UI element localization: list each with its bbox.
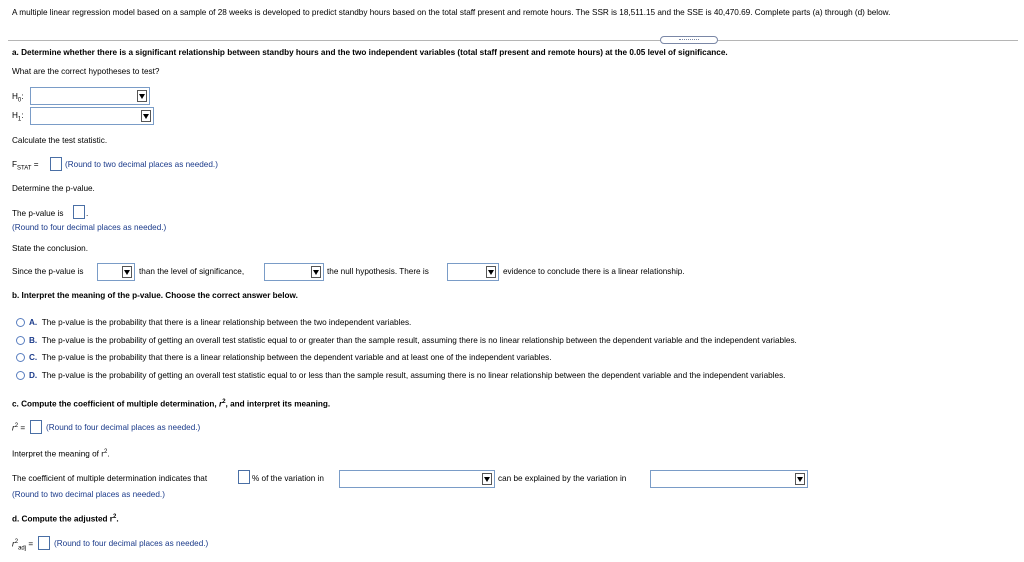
option-d-radio[interactable] bbox=[16, 371, 25, 380]
part-c-heading: c. Compute the coefficient of multiple determination, $r^2$, and interpret its meaning. bbox=[12, 399, 331, 409]
null-text: the null hypothesis. There is bbox=[327, 267, 429, 276]
interpret-prompt: Interpret the meaning of $r^2$. bbox=[12, 449, 110, 459]
chevron-down-icon bbox=[482, 473, 492, 485]
chevron-down-icon bbox=[795, 473, 805, 485]
chevron-down-icon bbox=[137, 90, 147, 102]
option-b-radio[interactable] bbox=[16, 336, 25, 345]
chevron-down-icon bbox=[311, 266, 321, 278]
expand-toggle[interactable] bbox=[660, 36, 718, 44]
fstat-hint: (Round to two decimal places as needed.) bbox=[65, 160, 218, 169]
reject-dropdown[interactable] bbox=[264, 263, 324, 281]
h1-dropdown[interactable] bbox=[30, 107, 154, 125]
r2-input[interactable] bbox=[30, 420, 42, 434]
chevron-down-icon bbox=[486, 266, 496, 278]
pvalue-prompt: Determine the p-value. bbox=[12, 184, 95, 193]
option-a-radio[interactable] bbox=[16, 318, 25, 327]
part-b-heading: b. Interpret the meaning of the p-value. Choose the correct answer below. bbox=[12, 291, 298, 300]
pct-text: % of the variation in bbox=[252, 474, 324, 483]
h0-dropdown[interactable] bbox=[30, 87, 150, 105]
part-a-heading: a. Determine whether there is a significant relationship between standby hours and the two independent variables (total staff present and remote hours) at the 0.05 level of significance. bbox=[12, 48, 728, 57]
intro-text: A multiple linear regression model based on a sample of 28 weeks is developed to predict standby hours based on the total staff present and remote hours. The SSR is 18,511.15 and the SSE is 40,470.69. Complete parts (a) through (d) below. bbox=[12, 8, 891, 17]
chevron-down-icon bbox=[122, 266, 132, 278]
evidence-text: evidence to conclude there is a linear relationship. bbox=[503, 267, 685, 276]
coef-hint: (Round to two decimal places as needed.) bbox=[12, 490, 165, 499]
h1-label: $H_1$: bbox=[12, 111, 24, 123]
hypotheses-question: What are the correct hypotheses to test? bbox=[12, 67, 160, 76]
independent-var-dropdown[interactable] bbox=[650, 470, 808, 488]
fstat-label: $F_{STAT}$ = bbox=[12, 160, 39, 172]
chevron-down-icon bbox=[141, 110, 151, 122]
explained-text: can be explained by the variation in bbox=[498, 474, 627, 483]
since-text: Since the p-value is bbox=[12, 267, 84, 276]
dependent-var-dropdown[interactable] bbox=[339, 470, 495, 488]
r2-label: $r^2$ = bbox=[12, 423, 26, 433]
part-d-heading: d. Compute the adjusted $r^2$. bbox=[12, 514, 119, 524]
coef-pct-input[interactable] bbox=[238, 470, 250, 484]
option-c[interactable]: C. The p-value is the probability that there is a linear relationship between the dependent variable and at least one of the independent variables. bbox=[29, 353, 552, 362]
option-a[interactable]: A. The p-value is the probability that there is a linear relationship between the two independent variables. bbox=[29, 318, 412, 327]
radj-hint: (Round to four decimal places as needed.) bbox=[54, 539, 209, 548]
coef-text: The coefficient of multiple determination indicates that bbox=[12, 474, 208, 483]
h0-label: $H_0$: bbox=[12, 92, 24, 104]
fstat-input[interactable] bbox=[50, 157, 62, 171]
pvalue-label: The p-value is bbox=[12, 209, 64, 218]
than-text: than the level of significance, bbox=[139, 267, 245, 276]
state-conclusion: State the conclusion. bbox=[12, 244, 89, 253]
option-d[interactable]: D. The p-value is the probability of getting an overall test statistic equal to or less than the sample result, assuming there is no linear relationship between the dependent variable and the independent variables. bbox=[29, 371, 786, 380]
pvalue-compare-dropdown[interactable] bbox=[97, 263, 135, 281]
pvalue-period: . bbox=[86, 209, 89, 218]
calc-stat-prompt: Calculate the test statistic. bbox=[12, 136, 108, 145]
radj-input[interactable] bbox=[38, 536, 50, 550]
radj-label: $r^2_{adj}$ = bbox=[12, 539, 34, 552]
option-c-radio[interactable] bbox=[16, 353, 25, 362]
divider bbox=[8, 40, 1018, 41]
pvalue-input[interactable] bbox=[73, 205, 85, 219]
r2-hint: (Round to four decimal places as needed.) bbox=[46, 423, 201, 432]
evidence-dropdown[interactable] bbox=[447, 263, 499, 281]
pvalue-hint: (Round to four decimal places as needed.) bbox=[12, 223, 167, 232]
option-b[interactable]: B. The p-value is the probability of getting an overall test statistic equal to or greater than the sample result, assuming there is no linear relationship between the dependent variable and the independent variables. bbox=[29, 336, 797, 345]
